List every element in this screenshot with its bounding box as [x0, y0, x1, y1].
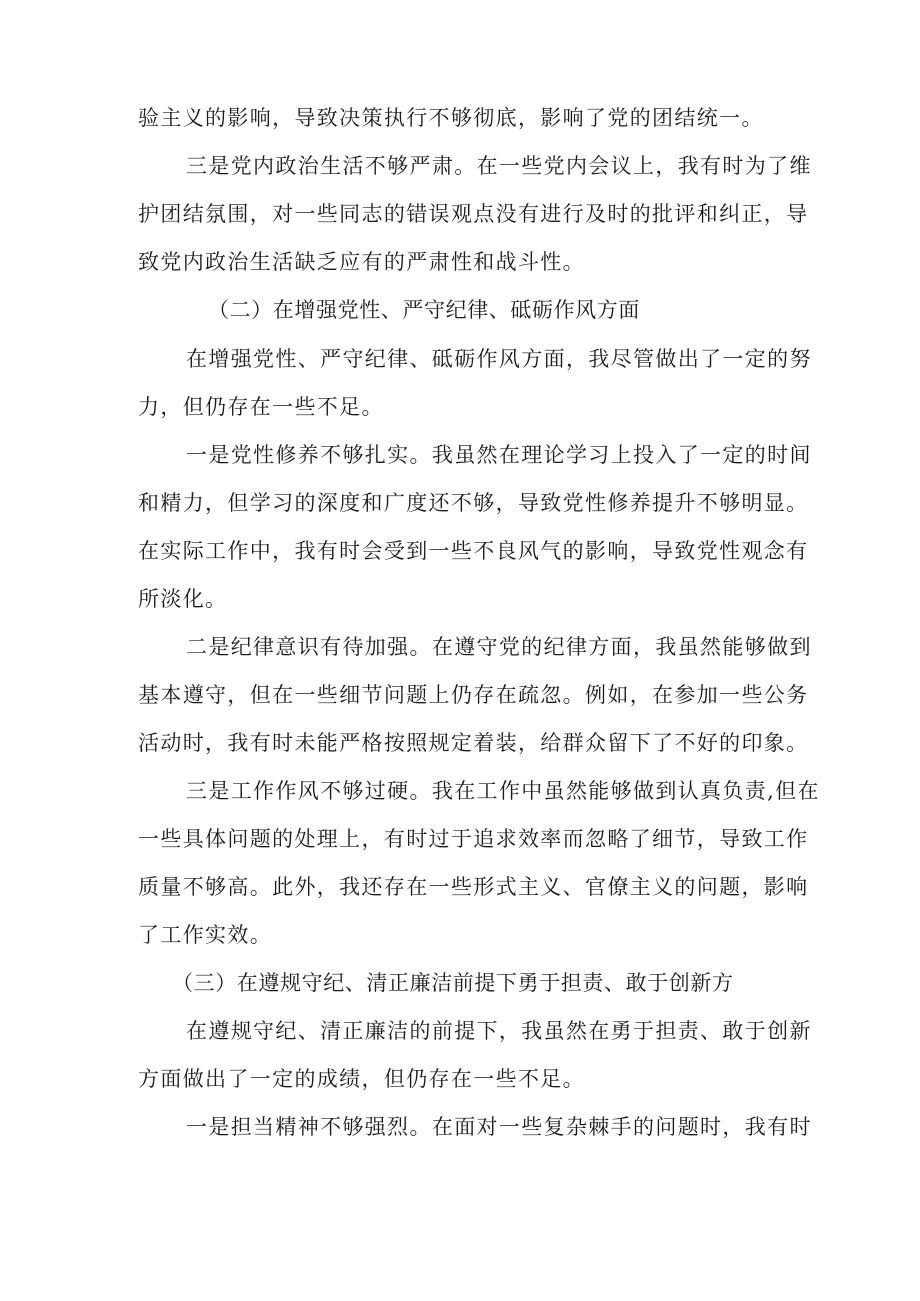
paragraph-first-line: 一是担当精神不够强烈。在面对一些复杂棘手的问题时，我有时: [186, 1115, 812, 1139]
text-line: 和精力，但学习的深度和广度还不够，导致党性修养提升不够明显。: [138, 491, 809, 515]
paragraph-first-line: 二是纪律意识有待加强。在遵守党的纪律方面，我虽然能够做到: [186, 635, 812, 659]
paragraph-first-line: 在增强党性、严守纪律、砥砺作风方面，我尽管做出了一定的努: [186, 347, 812, 371]
text-line: 力，但仍存在一些不足。: [138, 395, 384, 419]
paragraph-first-line: 三是工作作风不够过硬。我在工作中虽然能够做到认真负责,但在: [186, 779, 820, 803]
paragraph-first-line: 在遵规守纪、清正廉洁的前提下，我虽然在勇于担责、敢于创新: [186, 1019, 812, 1043]
text-line: 基本遵守，但在一些细节问题上仍存在疏忽。例如，在参加一些公务: [138, 683, 809, 707]
text-line: 在实际工作中，我有时会受到一些不良风气的影响，导致党性观念有: [138, 539, 809, 563]
paragraph-first-line: 一是党性修养不够扎实。我虽然在理论学习上投入了一定的时间: [186, 443, 812, 467]
text-line: 了工作实效。: [138, 923, 273, 947]
text-line: 所淡化。: [138, 587, 228, 611]
text-line: 致党内政治生活缺乏应有的严肃性和战斗性。: [138, 250, 585, 274]
text-line: 一些具体问题的处理上，有时过于追求效率而忽略了细节，导致工作: [138, 827, 809, 851]
text-line: 护团结氛围，对一些同志的错误观点没有进行及时的批评和纠正，导: [138, 202, 809, 226]
section-heading: （三）在遵规守纪、清正廉洁前提下勇于担责、敢于创新方: [172, 971, 734, 995]
text-line: 质量不够高。此外，我还存在一些形式主义、官僚主义的问题，影响: [138, 875, 809, 899]
text-line: 方面做出了一定的成绩，但仍存在一些不足。: [138, 1067, 585, 1091]
text-line: 活动时，我有时未能严格按照规定着装，给群众留下了不好的印象。: [138, 731, 809, 755]
paragraph-first-line: 三是党内政治生活不够严肃。在一些党内会议上，我有时为了维: [186, 154, 812, 178]
text-line: 验主义的影响，导致决策执行不够彻底，影响了党的团结统一。: [138, 106, 764, 130]
section-heading: （二）在增强党性、严守纪律、砥砺作风方面: [208, 298, 640, 322]
